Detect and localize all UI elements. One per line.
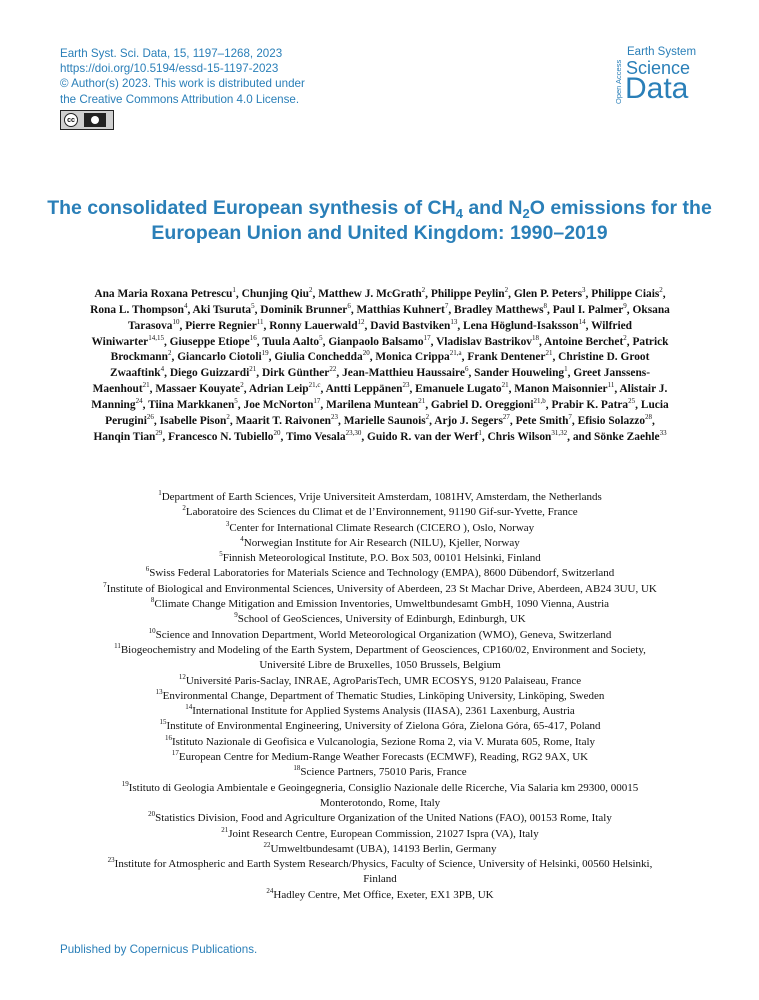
author-name-text: Manon Maisonnier: [514, 383, 608, 396]
author-name: [260, 301, 351, 316]
author-affiliation-marker: 21: [545, 349, 553, 358]
author-name: [487, 428, 568, 443]
author-affiliation-marker: 23: [402, 381, 410, 390]
author-name-text: Rona L. Thompson: [90, 303, 184, 316]
author-affiliation-marker: 21: [418, 396, 426, 405]
author-name-text: Monica Crippa: [375, 351, 450, 364]
author-name: [94, 288, 236, 300]
affiliation-number: 18: [293, 764, 301, 773]
license-link[interactable]: the Creative Commons Attribution 4.0 License.: [60, 92, 300, 106]
affiliation-text: Statistics Division, Food and Agriculture Organization of the United Nations (FAO), 00153 Rome, Italy: [155, 812, 612, 825]
author-affiliation-marker: 26: [146, 412, 154, 421]
author-name-text: David Bastviken: [370, 319, 451, 332]
affiliation-number: 17: [171, 749, 179, 758]
author-name: [591, 288, 663, 300]
author-name-text: Isabelle Pison: [159, 414, 227, 427]
author-affiliation-marker: 12: [357, 317, 365, 326]
author-affiliation-marker: 25: [628, 396, 636, 405]
author-name-text: Philippe Peylin: [430, 288, 505, 300]
title-sub2: 2: [522, 206, 530, 221]
author-name: [192, 301, 255, 316]
author-name-text: Emanuele Lugato: [415, 383, 502, 396]
author-name-text: Sander Houweling: [474, 367, 565, 380]
author-affiliation-marker: 23: [331, 412, 339, 421]
affiliation-number: 11: [114, 641, 121, 650]
affiliation-number: 19: [121, 779, 129, 788]
author-affiliation-marker: 6: [464, 365, 469, 374]
affiliation-item: [90, 689, 670, 704]
author-affiliation-marker: 1: [478, 428, 482, 437]
author-name-text: Antti Leppänen: [325, 383, 403, 396]
author-name: [235, 412, 339, 427]
author-name: [342, 367, 468, 379]
affiliation-text: Hadley Centre, Met Office, Exeter, EX1 3PB, UK: [273, 888, 494, 901]
author-name: [430, 396, 546, 411]
affiliation-number: 10: [148, 626, 156, 635]
author-name: [169, 333, 257, 348]
citation-text: Earth Syst. Sci. Data, 15, 1197–1268, 2023: [60, 47, 283, 60]
author-affiliation-marker: 21: [142, 381, 150, 390]
author-name-text: Hanqin Tian: [93, 430, 156, 443]
author-name: [90, 301, 188, 316]
affiliation-text: Istituto di Geologia Ambientale e Geoingegneria, Consiglio Nazionale delle Ricerche, Via Salaria km 29300, 00015 Monterotondo, Rome, Italy: [128, 781, 639, 809]
author-name: [474, 367, 568, 379]
affiliation-item: [90, 551, 670, 566]
author-affiliation-marker: 2: [240, 381, 244, 390]
affiliation-text: Istituto Nazionale di Geofisica e Vulcanologia, Sezione Roma 2, via V. Murata 605, Rome, Italy: [171, 735, 596, 748]
author-name-text: Arjo J. Segers: [434, 414, 503, 427]
author-name: [436, 333, 539, 348]
author-affiliation-marker: 5: [234, 396, 238, 405]
author-affiliation-marker: 13: [450, 317, 458, 326]
author-name-text: Dirk Günther: [261, 367, 330, 380]
affiliation-number: 3: [225, 519, 230, 528]
author-name-text: Diego Guizzardi: [169, 367, 250, 380]
author-name: [148, 396, 238, 411]
title-part1: The consolidated European synthesis of CH: [47, 197, 456, 219]
author-affiliation-marker: 20: [362, 349, 370, 358]
affiliation-item: [90, 505, 670, 520]
author-name: [594, 428, 667, 443]
author-name: [467, 351, 552, 363]
author-affiliation-marker: 5: [319, 333, 323, 342]
author-affiliation-marker: 2: [226, 412, 230, 421]
author-affiliation-marker: 21,a: [449, 349, 462, 358]
affiliation-item: [90, 704, 670, 719]
author-affiliation-marker: 21,c: [308, 381, 321, 390]
affiliation-text: International Institute for Applied Systems Analysis (IIASA), 2361 Laxenburg, Austria: [192, 705, 575, 718]
author-name-text: Gabriel D. Oreggioni: [430, 398, 534, 411]
affiliation-item: [90, 719, 670, 734]
author-name: [155, 383, 243, 395]
author-name-text: Tiina Markkanen: [148, 398, 235, 411]
journal-name-line1: Earth System: [627, 46, 697, 58]
author-name-text: Dominik Brunner: [260, 303, 348, 316]
author-affiliation-marker: 17: [313, 396, 321, 405]
affiliation-text: Environmental Change, Department of Thematic Studies, Linköping University, Linköping, Sweden: [162, 689, 605, 702]
affiliation-text: School of GeoSciences, University of Edinburgh, Edinburgh, UK: [237, 613, 526, 626]
affiliation-item: [90, 628, 670, 643]
author-name: [185, 317, 264, 332]
author-affiliation-marker: 21,b: [533, 396, 546, 405]
author-name: [434, 412, 510, 427]
author-affiliation-marker: 2: [309, 286, 313, 294]
author-affiliation-marker: 2: [421, 286, 426, 294]
affiliation-text: Institute of Environmental Engineering, University of Zielona Góra, Zielona Góra, 65-417, Poland: [166, 720, 601, 733]
author-affiliation-marker: 20: [273, 428, 281, 437]
affiliation-item: [90, 735, 670, 750]
affiliation-item: [90, 566, 670, 581]
author-name: [544, 333, 627, 348]
author-name-text: Marilena Muntean: [326, 398, 419, 411]
journal-name-line2: Science: [626, 58, 691, 78]
author-affiliation-marker: 27: [502, 412, 510, 421]
author-affiliation-marker: 14: [578, 317, 586, 326]
author-name-text: Giancarlo Ciotoli: [177, 351, 262, 364]
affiliation-item: [90, 842, 670, 857]
author-affiliation-marker: 31,32: [551, 428, 568, 437]
author-name-text: Massaer Kouyate: [155, 383, 241, 396]
author-affiliation-marker: 29: [155, 428, 163, 437]
author-name: [431, 288, 508, 300]
affiliation-text: Finnish Meteorological Institute, P.O. Box 503, 00101 Helsinki, Finland: [222, 552, 541, 565]
author-name: [370, 317, 458, 332]
paper-title: [40, 196, 719, 246]
author-name: [551, 396, 636, 411]
author-affiliation-marker: 6: [347, 301, 351, 310]
author-name: [415, 383, 508, 395]
author-affiliation-marker: 2: [623, 333, 627, 342]
author-name-text: Greet Janssens-Maenhout: [92, 367, 651, 396]
author-affiliation-marker: 3: [582, 286, 586, 294]
affiliation-text: Institute for Atmospheric and Earth System Research/Physics, Faculty of Science, University of Helsinki, 00560 Helsinki, Finland: [114, 858, 653, 886]
author-name-text: Chunjing Qiu: [241, 288, 310, 300]
author-name-text: Guido R. van der Werf: [367, 430, 479, 443]
author-affiliation-marker: 16: [249, 333, 257, 342]
author-affiliation-marker: 9: [623, 301, 627, 310]
title-part3: O emissions for the European Union and United Kingdom: 1990–2019: [151, 197, 712, 244]
author-name: [262, 367, 336, 379]
author-name: [514, 288, 586, 300]
author-name: [243, 396, 321, 411]
cc-icon: cc: [64, 113, 78, 127]
author-name: [242, 288, 313, 300]
cc-by-license-badge[interactable]: [60, 110, 114, 130]
author-name-text: Sönke Zaehle: [594, 430, 660, 443]
affiliation-item: [90, 765, 670, 780]
author-name: [269, 317, 365, 332]
author-name-text: Philippe Ciais: [591, 288, 660, 300]
affiliation-text: Institute of Biological and Environmental Sciences, University of Aberdeen, 23 St Machar Drive, Aberdeen, AB24 3UU, UK: [106, 582, 657, 595]
affiliation-text: Université Paris-Saclay, INRAE, AgroParisTech, UMR ECOSYS, 9120 Palaiseau, France: [185, 674, 582, 687]
author-name-text: Lucia Perugini: [105, 398, 669, 427]
author-name-text: Ronny Lauerwald: [269, 319, 358, 332]
author-affiliation-marker: 10: [172, 317, 180, 326]
copyright-text: © Author(s) 2023. This work is distributed under: [60, 77, 305, 91]
affiliation-text: Department of Earth Sciences, Vrije Universiteit Amsterdam, 1081HV, Amsterdam, the Netherlands: [161, 491, 602, 503]
affiliation-number: 24: [266, 886, 274, 895]
author-name-text: Alistair J. Manning: [91, 383, 668, 411]
author-name-text: Pete Smith: [515, 414, 569, 427]
author-name-text: Pierre Regnier: [185, 319, 257, 332]
author-name: [454, 301, 548, 316]
author-name: [515, 412, 572, 427]
affiliation-item: [90, 582, 670, 597]
author-affiliation-marker: 5: [251, 301, 255, 310]
author-name-text: Paul I. Palmer: [552, 303, 624, 316]
affiliation-text: Center for International Climate Research (CICERO ), Oslo, Norway: [229, 521, 535, 534]
author-name-text: Bradley Matthews: [454, 303, 544, 316]
author-affiliation-marker: 2: [167, 349, 172, 358]
author-affiliation-marker: 8: [543, 301, 548, 310]
author-name: [343, 412, 430, 427]
author-name: [262, 333, 323, 348]
affiliation-item: [90, 888, 670, 903]
affiliation-number: 22: [263, 840, 271, 849]
author-name-text: Antoine Berchet: [544, 335, 624, 348]
author-name-text: Giulia Conchedda: [274, 351, 363, 364]
author-affiliation-marker: 7: [568, 412, 572, 421]
affiliation-number: 1: [158, 489, 162, 497]
author-name-text: Matthew J. McGrath: [318, 288, 422, 300]
author-name: [159, 412, 230, 427]
author-name: [274, 351, 369, 363]
affiliation-number: 8: [150, 596, 155, 605]
affiliation-text: Joint Research Centre, European Commission, 21027 Ispra (VA), Italy: [228, 827, 539, 840]
author-affiliation-marker: 33: [659, 428, 667, 437]
author-affiliation-marker: 21: [249, 365, 257, 374]
affiliation-item: [90, 827, 670, 842]
author-affiliation-marker: 18: [531, 333, 539, 342]
author-name: [93, 428, 163, 443]
author-name-text: Tuula Aalto: [262, 335, 320, 348]
affiliation-number: 16: [164, 733, 172, 742]
author-name: [285, 428, 362, 443]
affiliation-text: Swiss Federal Laboratories for Materials Science and Technology (EMPA), 8600 Dübendorf, Switzerland: [149, 567, 615, 580]
author-name: [328, 333, 431, 348]
author-name: [326, 396, 426, 411]
affiliation-number: 5: [219, 550, 223, 559]
author-name-text: Chris Wilson: [487, 430, 552, 443]
author-affiliation-marker: 4: [160, 365, 165, 374]
author-name-text: Matthias Kuhnert: [356, 303, 445, 316]
author-name: [326, 383, 410, 395]
author-name-text: Glen P. Peters: [513, 288, 583, 300]
author-name-text: Wilfried Winiwarter: [91, 319, 632, 348]
author-name-text: Gianpaolo Balsamo: [328, 335, 424, 348]
affiliation-item: [90, 674, 670, 689]
affiliation-number: 4: [240, 534, 244, 543]
affiliation-text: Norwegian Institute for Air Research (NILU), Kjeller, Norway: [243, 536, 520, 549]
author-affiliation-marker: 23,30: [345, 428, 362, 437]
author-name-text: Timo Vesala: [285, 430, 346, 443]
author-and-conjunction: and: [572, 430, 592, 443]
author-name: [170, 367, 256, 379]
author-name-text: Giuseppe Etiope: [169, 335, 250, 348]
author-name: [375, 351, 461, 363]
author-affiliation-marker: 4: [183, 301, 188, 310]
author-name-text: Aki Tsuruta: [192, 303, 252, 316]
affiliation-item: [90, 750, 670, 765]
citation-block: [60, 46, 305, 107]
author-affiliation-marker: 2: [659, 286, 663, 294]
affiliation-text: Climate Change Mitigation and Emission Inventories, Umweltbundesamt GmbH, 1090 Vienna, Austria: [154, 598, 610, 611]
author-name-text: Maarit T. Raivonen: [235, 414, 332, 427]
affiliation-text: Science Partners, 75010 Paris, France: [300, 766, 467, 779]
person-icon: [91, 116, 99, 124]
author-name-text: Oksana Tarasova: [127, 303, 670, 332]
author-name-text: Adrian Leip: [248, 383, 309, 396]
author-name-text: Marielle Saunois: [343, 414, 426, 427]
affiliation-item: [90, 597, 670, 612]
affiliation-number: 7: [103, 580, 107, 589]
affiliation-number: 9: [234, 611, 238, 620]
affiliation-number: 6: [145, 565, 150, 574]
author-name-text: Lena Höglund-Isaksson: [463, 319, 579, 332]
affiliation-text: Umweltbundesamt (UBA), 14193 Berlin, Germany: [270, 842, 497, 855]
author-name: [249, 383, 321, 395]
author-name: [168, 428, 281, 443]
affiliation-item: [90, 521, 670, 536]
author-name: [367, 428, 482, 443]
author-name-text: Francesco N. Tubiello: [168, 430, 274, 443]
title-sub1: 4: [455, 206, 463, 221]
author-affiliation-marker: 1: [564, 365, 568, 374]
author-name-text: Jean-Matthieu Haussaire: [342, 367, 465, 380]
author-name-text: Ana Maria Roxana Petrescu: [94, 288, 233, 300]
author-name-text: Patrick Brockmann: [110, 335, 669, 364]
by-attribution-icon: [84, 113, 106, 127]
affiliation-number: 21: [221, 825, 229, 834]
affiliation-number: 15: [159, 718, 167, 727]
author-affiliation-marker: 11: [607, 381, 615, 390]
author-affiliation-marker: 28: [645, 412, 653, 421]
affiliation-text: European Centre for Medium-Range Weather Forecasts (ECMWF), Reading, RG2 9AX, UK: [178, 751, 589, 764]
author-affiliation-marker: 2: [425, 412, 430, 421]
affiliation-number: 14: [185, 703, 193, 712]
affiliation-item: [90, 643, 670, 674]
affiliation-number: 13: [155, 687, 163, 696]
author-name-text: Prabir K. Patra: [551, 398, 629, 411]
author-name: [577, 412, 653, 427]
author-name-text: Joe McNorton: [243, 398, 314, 411]
affiliation-list: [90, 490, 670, 903]
author-affiliation-marker: 21: [501, 381, 509, 390]
author-name-text: Vladislav Bastrikov: [436, 335, 532, 348]
author-name: [514, 383, 614, 395]
affiliation-item: [90, 536, 670, 551]
author-name-text: Efisio Solazzo: [577, 414, 646, 427]
author-affiliation-marker: 11: [256, 317, 264, 326]
journal-logo[interactable]: [616, 44, 706, 106]
author-list: Ana Maria Roxana Petrescu$^1$, Chunjing Qiu$^2$, Matthew J. McGrath$^2$, Philippe Peylin$^2$, Glen P. Peters$^3$, Philippe Ciais$^2$, Rona L. Thompson$^4$, Aki Tsuruta$^5$, Dominik Brunner$^6$, Matthias Kuhnert$^7$, Bradley Matthews$^8$, Paul I. Palmer$^9$, Oksana Tarasova$^{10}$, Pierre Regnier$^{11}$, Ronny Lauerwald$^{12}$, David Bastviken$^{13}$, Lena Höglund-Isaksson$^{14}$, Wilfried Winiwarter$^{14,15}$, Giuseppe Etiope$^{16}$, Tuula Aalto$^5$, Gianpaolo Balsamo$^{17}$, Vladislav Bastrikov$^{18}$, Antoine Berchet$^2$, Patrick Brockmann$^2$, Giancarlo Ciotoli$^{19}$, Giulia Conchedda$^{20}$, Monica Crippa$^{21,a}$, Frank Dentener$^{21}$, Christine D. Groot Zwaaftink$^4$, Diego Guizzardi$^{21}$, Dirk Günther$^{22}$, Jean-Matthieu Haussaire$^6$, Sander Houweling$^1$, Greet Janssens-Maenhout$^{21}$, Massaer Kouyate$^2$, Adrian Leip$^{21,c}$, Antti Leppänen$^{23}$, Emanuele Lugato$^{21}$, Manon Maisonnier$^{11}$, Alistair J. Manning$^{24}$, Tiina Markkanen$^5$, Joe McNorton$^{17}$, Marilena Muntean$^{21}$, Gabriel D. Oreggioni$^{21,b}$, Prabir K. Patra$^{25}$, Lucia Perugini$^{26}$, Isabelle Pison$^2$, Maarit T. Raivonen$^{23}$, Marielle Saunois$^2$, Arjo J. Segers$^{27}$, Pete Smith$^7$, Efisio Solazzo$^{28}$, Hanqin Tian$^{29}$, Francesco N. Tubiello$^{20}$, Timo Vesala$^{23,30}$, Guido R. van der Werf$^1$, Chris Wilson$^{31,32}$, and Sönke Zaehle$^{33}$: [90, 286, 670, 443]
affiliation-number: 23: [107, 856, 115, 865]
author-affiliation-marker: 1: [232, 286, 236, 294]
doi-link[interactable]: https://doi.org/10.5194/essd-15-1197-2023: [60, 62, 279, 76]
author-affiliation-marker: 17: [423, 333, 431, 342]
affiliation-text: Laboratoire des Sciences du Climat et de l’Environnement, 91190 Gif-sur-Yvette, France: [185, 506, 578, 519]
open-access-label: Open Access: [614, 59, 623, 104]
author-affiliation-marker: 14,15: [148, 333, 164, 342]
author-affiliation-marker: 2: [504, 286, 509, 294]
author-affiliation-marker: 19: [261, 349, 269, 358]
journal-name-line3: Data: [625, 72, 689, 105]
author-name: [552, 301, 627, 316]
author-affiliation-marker: 22: [329, 365, 337, 374]
author-name: [356, 301, 449, 316]
affiliation-item: [90, 612, 670, 627]
affiliation-text: Science and Innovation Department, World Meteorological Organization (WMO), Geneva, Switzerland: [155, 628, 612, 641]
affiliation-number: 2: [182, 504, 186, 513]
affiliation-item: [90, 857, 670, 888]
author-name: [177, 351, 268, 363]
affiliation-item: [90, 490, 670, 505]
affiliation-number: 12: [178, 672, 186, 681]
title-part2: and N: [462, 197, 523, 219]
affiliation-item: [90, 811, 670, 826]
publisher-note: Published by Copernicus Publications.: [60, 943, 258, 956]
author-affiliation-marker: 7: [444, 301, 449, 310]
author-name: [463, 317, 586, 332]
author-name-text: Christine D. Groot Zwaaftink: [109, 351, 650, 380]
author-name-text: Frank Dentener: [467, 351, 546, 364]
affiliation-number: 20: [148, 810, 156, 819]
author-affiliation-marker: 24: [135, 396, 143, 405]
author-name: [318, 288, 425, 300]
affiliation-item: [90, 781, 670, 812]
affiliation-text: Biogeochemistry and Modeling of the Earth System, Department of Geosciences, CP160/02, Environment and Society, Université Libre de Bruxelles, 1050 Brussels, Belgium: [120, 643, 646, 672]
